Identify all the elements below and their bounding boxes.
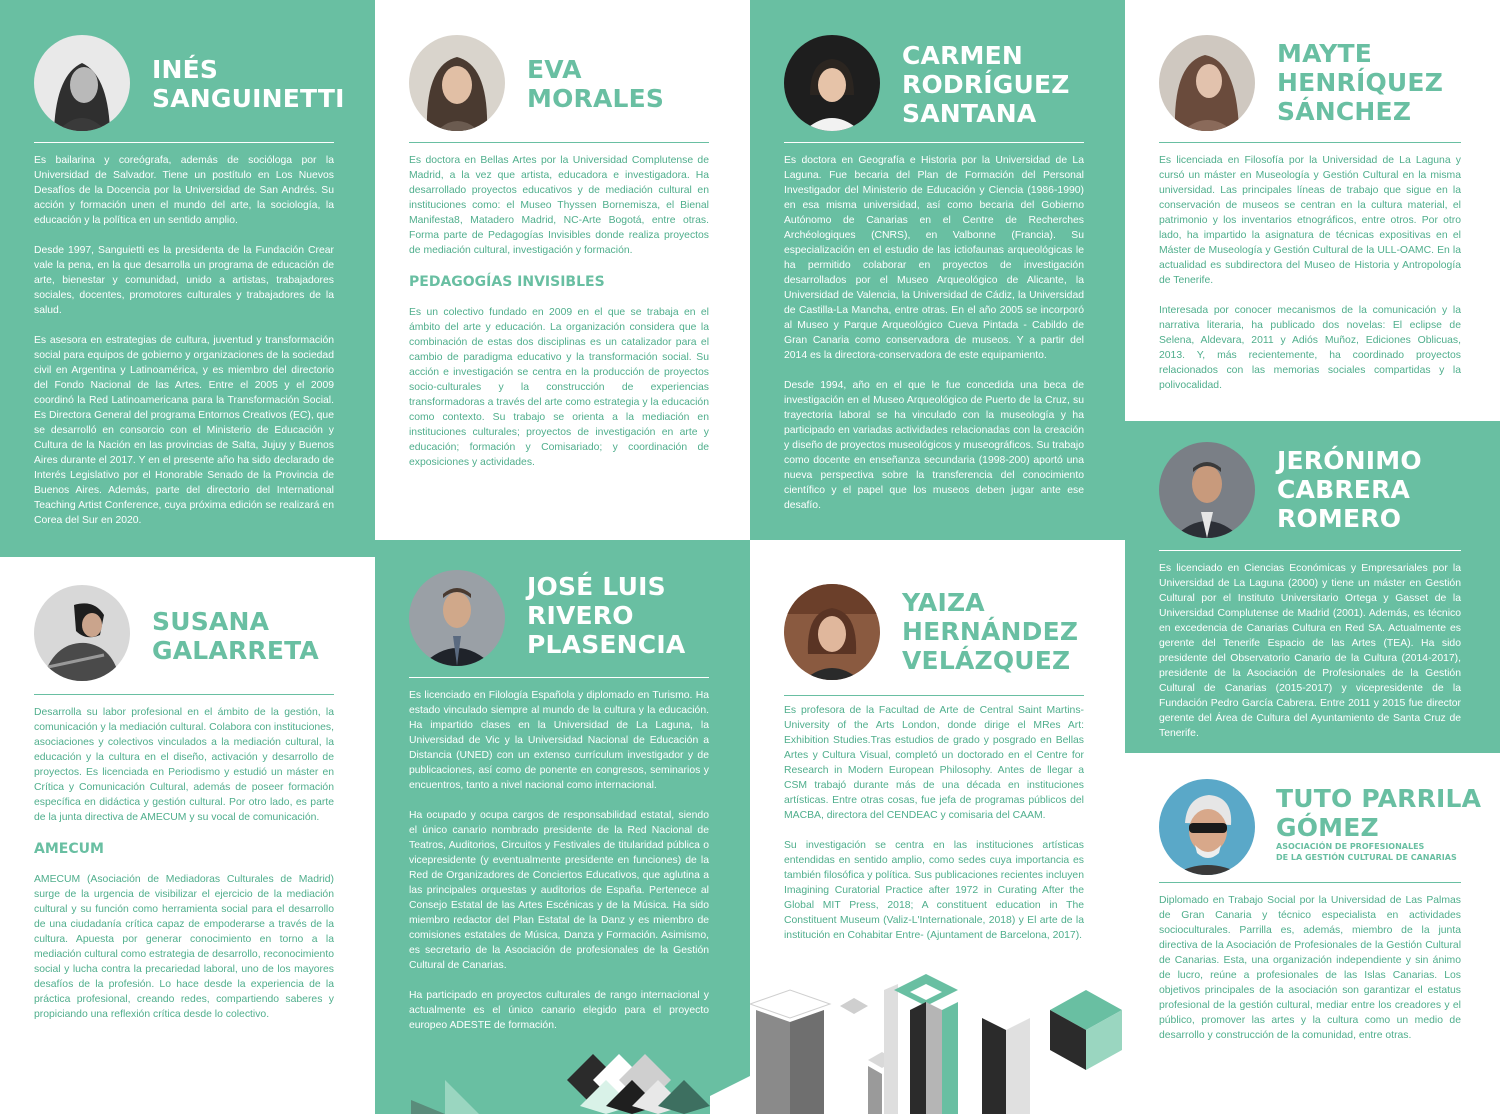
profile-bio	[409, 688, 709, 1048]
bio-paragraph: Ha participado en proyectos culturales de rango internacional y actualmente es el único canario elegido para el proyecto europeo ADESTE de formación.	[409, 990, 709, 1031]
divider	[34, 142, 334, 143]
geometric-pattern	[750, 970, 1125, 1114]
bio-paragraph: Es licenciada en Filosofía por la Universidad de La Laguna y cursó un máster en Museología y Gestión Cultural en la misma universidad. Las principales líneas de trabajo que sigue en la conservación de museos se centran en la cultura material, el patrimonio y los inventarios etnográficos, entre otros. Por otro lado, ha impartido la asignatura de técnicas expositivas en el Máster de Museología y Gestión Cultural de la ULL-OAMC. En la actualidad es subdirectora del Museo de Historia y Antropología de Tenerife.	[1159, 155, 1461, 286]
divider	[34, 694, 334, 695]
association-name: ASOCIACIÓN DE PROFESIONALES DE LA GESTIÓN CULTURAL DE CANARIAS	[1276, 842, 1457, 862]
profile-bio	[784, 703, 1084, 958]
profile-jeronimo-cabrera	[1125, 421, 1500, 753]
profile-tuto-parrila	[1125, 753, 1500, 1114]
profile-ines-sanguinetti	[0, 0, 375, 557]
bio-paragraph: Desarrolla su labor profesional en el ámbito de la gestión, la comunicación y la mediación cultural. Colabora con instituciones, asociaciones y colectivos vinculados a la mediación cultural, la educación y la cultura en el diseño, activación y desarrollo de proyectos. Es licenciada en Periodismo y estudió un máster en Crítica y Comunicación Cultural, además de poseer formación específica en didáctica y gestión cultural. Por otro lado, es parte de la junta directiva de AMECUM y su vocal de comunicación.	[34, 707, 334, 823]
bio-paragraph: Es doctora en Geografía e Historia por la Universidad de La Laguna. Fue becaria del Plan de Formación del Personal Investigador del Ministerio de Educación y Ciencia (1986-1990) en esa misma universidad, así como becaria del Gobierno Autónomo de Canarias en el Centre de Recherches Archéologiques (CNRS), en Valbonne (Francia). Su especialización en el estudio de las ictiofaunas arqueológicas le ha permitido colaborar en proyectos de investigación desarrollados por el Museo Arqueológico de Alicante, la Universidad de Valencia, la Universidad de Cádiz, la Universidad de Castilla-La Mancha, entre otras. En el año 2005 se incorporó al Museo y Parque Arqueológico Cueva Pintada - Cabildo de Gran Canaria como conservadora de museos. Y a partir del 2014 es la directora-conservadora de este equipamiento.	[784, 155, 1084, 361]
divider	[1159, 550, 1461, 551]
bio-paragraph: AMECUM (Asociación de Mediadoras Culturales de Madrid) surge de la urgencia de visibilizar el ejercicio de la mediación cultural y su función como herramienta social para el desarrollo de una ciudadanía crítica capaz de empoderarse a través de la cultura. Apuesta por generar conocimiento en torno a la mediación cultural como estrategia de desarrollo, reconocimiento social y lucha contra la precariedad laboral, uno de los mayores desafíos de la profesión. Lo hace desde la experiencia de la práctica profesional, creando redes, compartiendo saberes y propiciando una reflexión crítica desde lo colectivo.	[34, 874, 334, 1020]
portrait-mayte	[1159, 35, 1255, 131]
bio-paragraph: Desde 1997, Sanguietti es la presidenta de la Fundación Crear vale la pena, en la que desarrolla un programa de educación de arte, bienestar y comunidad, unido a artistas, trabajadores sociales, docentes, promotores culturales y trabajadores de la salud.	[34, 245, 334, 316]
profile-yaiza-hernandez	[750, 540, 1125, 1114]
divider	[1159, 142, 1461, 143]
bio-paragraph: Interesada por conocer mecanismos de la comunicación y la narrativa literaria, ha publicado dos novelas: El eclipse de Selena, Aldevara, 2011 y Adiós Muñoz, Ediciones Oblicuas, 2013. Y, más recientemente, ha coordinado proyectos relacionados con las memorias sociales compartidas y la polivocalidad.	[1159, 305, 1461, 391]
portrait-ines	[34, 35, 130, 131]
profile-mayte-henriquez	[1125, 0, 1500, 421]
portrait-jose-luis	[409, 570, 505, 666]
bio-paragraph: Es licenciado en Ciencias Económicas y Empresariales por la Universidad de La Laguna (2000) y tiene un máster en Gestión Cultural por el Instituto Universitario Ortega y Gasset de la Universidad Complutense de Madrid (2001). Además, es técnico en excedencia de Canarias Cultura en Red SA. Actualmente es gerente del Tenerife Espacio de las Artes (TEA). Ha sido presidente del Observatorio Canario de la Cultura (2014-2017), presidente de la Asociación de Profesionales de la Gestión Cultural de Canarias (2015-2017) y vicepresidente de la Fundación Pedro García Cabrera. Entre 2011 y 2015 fue director gerente del Área de Cultura del Ayuntamiento de Santa Cruz de Tenerife.	[1159, 563, 1461, 739]
profile-bio	[1159, 153, 1461, 408]
bio-paragraph: Es profesora de la Facultad de Arte de Central Saint Martins-University of the Arts London, donde dirige el MRes Art: Exhibition Studies.Tras estudios de grado y posgrado en Bellas Artes y Cultura Visual, completó un doctorado en el Centre for Research in Modern European Philosophy. Antes de llegar a CSM trabajó durante más de una década en instituciones artísticas. Entre otras cosas, fue jefa de programas públicos del MACBA, directora del CENDEAC y comisaria del CAAM.	[784, 705, 1084, 821]
profile-carmen-rodriguez	[750, 0, 1125, 540]
profile-bio	[409, 153, 709, 485]
bio-paragraph: Es doctora en Bellas Artes por la Universidad Complutense de Madrid, a la vez que artista, educadora e investigadora. Ha desarrollado proyectos educativos y de mediación cultural en instituciones como: el Museo Thyssen Bornemisza, el Bienal Manifesta8, Matadero Madrid, NC-Arte Bogotá, entre otras. Forma parte de Pedagogías Invisibles donde realiza proyectos de mediación cultural, investigación y formación.	[409, 155, 709, 256]
bio-paragraph: Es bailarina y coreógrafa, además de socióloga por la Universidad de Salvador. Tiene un postítulo en Los Nuevos Desafíos de la Docencia por la Universidad de San Andrés. Su acción y formación unen el mundo del arte, la sociología, la educación y la política en un sentido amplio.	[34, 155, 334, 226]
profile-eva-morales	[375, 0, 750, 540]
bio-paragraph: Es licenciado en Filología Española y diplomado en Turismo. Ha estado vinculado siempre al mundo de la cultura y la educación. Ha impartido clases en la Universidad de La Laguna, la Universidad de Vic y la Universidad Nacional de Educación a Distancia (UNED) con un extenso currículum investigador y de publicaciones, así como de ponente en congresos, seminarios y encuentros, tanto a nivel nacional como internacional.	[409, 690, 709, 791]
divider	[409, 677, 709, 678]
bio-paragraph: Es un colectivo fundado en 2009 en el que se trabaja en el ámbito del arte y educación. La organización considera que la combinación de estas dos disciplinas es un catalizador para el cambio de paradigma educativo y la transformación social. Su acción e investigación se centra en la producción de proyectos socio-culturales y la construcción de experiencias transformadoras a través del arte como estrategia y la educación como contexto. Su trabajo se orienta a la mediación en instituciones culturales; proyectos de investigación en arte y educación; formación y Comisariado; y coordinación de exposiciones y actividades.	[409, 307, 709, 468]
profile-name: JOSÉ LUIS RIVERO PLASENCIA	[527, 572, 686, 659]
geometric-pattern	[375, 1040, 750, 1114]
bio-paragraph: Diplomado en Trabajo Social por la Universidad de Las Palmas de Gran Canaria y técnico especialista en actividades socioculturales. Parrilla es, además, miembro de la junta directiva de la Asociación de Profesionales de la Gestión Cultural de Canarias. Esta, una organización independiente y sin ánimo de lucro, reúne a profesionales de las Islas Canarias. Los objetivos principales de la asociación son garantizar el estatus profesional de la gestión cultural, mediar entre los creadores y el público, promover las artes y la cultura como un medio de desarrollo y construcción de la comunidad, entre otras.	[1159, 895, 1461, 1041]
portrait-eva	[409, 35, 505, 131]
portrait-tuto	[1159, 779, 1255, 875]
bio-paragraph: Desde 1994, año en el que le fue concedida una beca de investigación en el Museo Arqueológico de Puerto de la Cruz, su trayectoria laboral se ha vinculado con la museología y ha participado en variadas actividades relacionadas con la creación y diseño de proyectos museológicos y museográficos. Su trabajo como docente en enseñanza secundaria (1998-200) aportó una nueva perspectiva sobre la transferencia del conocimiento científico y el papel que los museos deben jugar ante ese desafío.	[784, 380, 1084, 511]
portrait-susana	[34, 585, 130, 681]
bio-paragraph: Ha ocupado y ocupa cargos de responsabilidad estatal, siendo el único canario nombrado presidente de la Red Nacional de Teatros, Auditorios, Circuitos y Festivales de titularidad pública o vicepresidente (y eventualmente presidente en funciones) de la Red de Organizadores de Conciertos Educativos, que aglutina a las principales orquestas y auditorios de España. Pertenece al Consejo Estatal de las Artes Escénicas y de la Música. Ha sido miembro redactor del Plan Estatal de la Danz y es miembro de comisiones estatales de Música, Danza y Formación. Asimismo, es secretario de la Asociación de profesionales de la Gestión Cultural de Canarias.	[409, 810, 709, 971]
profile-bio	[1159, 893, 1461, 1058]
section-heading: AMECUM	[34, 841, 104, 857]
divider	[1159, 882, 1461, 883]
profile-name: INÉS SANGUINETTI	[152, 55, 345, 113]
profile-name: SUSANA GALARRETA	[152, 607, 319, 665]
profile-bio	[1159, 561, 1461, 753]
divider	[409, 142, 709, 143]
bio-paragraph: Es asesora en estrategias de cultura, juventud y transformación social para equipos de gobierno y organizaciones de la sociedad civil en Argentina y Latinoamérica, y es miembro del directorio del Fondo Nacional de las Artes. Entre el 2005 y el 2009 coordinó la Red Latinoamericana para la Transformación Social. Es Directora General del programa Entornos Creativos (EC), que se desarrolló en consorcio con el Ministerio de Educación y Cultura de la Nación en las provincias de Salta, Jujuy y Buenos Aires durante el 2017. Y en el presente año ha sido declarado de Interés Legislativo por el Honorable Senado de la Provincia de Buenos Aires. Además, parte del directorio del International Teaching Artist Conference, cuya próxima edición se realizará en Corea del Sur en 2020.	[34, 335, 334, 526]
profile-name: MAYTE HENRÍQUEZ SÁNCHEZ	[1277, 39, 1444, 126]
profile-susana-galarreta	[0, 557, 375, 1114]
bio-paragraph: Su investigación se centra en las instituciones artísticas entendidas en sentido amplio, como sedes cuya importancia es también filosófica y política. Sus publicaciones recientes incluyen Imagining Curatorial Practice after 1972 in Curating After the Global MIT Press, 2018; A constituent education in The Constituent Museum (Valiz-L'Internationale, 2018) y El arte de la institución en Cohabitar Entre- (Ajuntament de Barcelona, 2017).	[784, 840, 1084, 941]
portrait-yaiza	[784, 584, 880, 680]
profile-bio	[34, 153, 334, 543]
portrait-carmen	[784, 35, 880, 131]
divider	[784, 142, 1084, 143]
profile-name: TUTO PARRILA GÓMEZ	[1276, 784, 1482, 842]
profile-name: CARMEN RODRÍGUEZ SANTANA	[902, 41, 1070, 128]
profile-jose-luis-rivero	[375, 540, 750, 1114]
portrait-jeronimo	[1159, 442, 1255, 538]
profile-bio	[784, 153, 1084, 528]
profile-bio	[34, 705, 334, 1037]
profile-name: JERÓNIMO CABRERA ROMERO	[1277, 446, 1422, 533]
profile-name: EVA MORALES	[527, 55, 665, 113]
divider	[784, 695, 1084, 696]
section-heading: PEDAGOGÍAS INVISIBLES	[409, 274, 605, 290]
profile-name: YAIZA HERNÁNDEZ VELÁZQUEZ	[902, 588, 1079, 675]
